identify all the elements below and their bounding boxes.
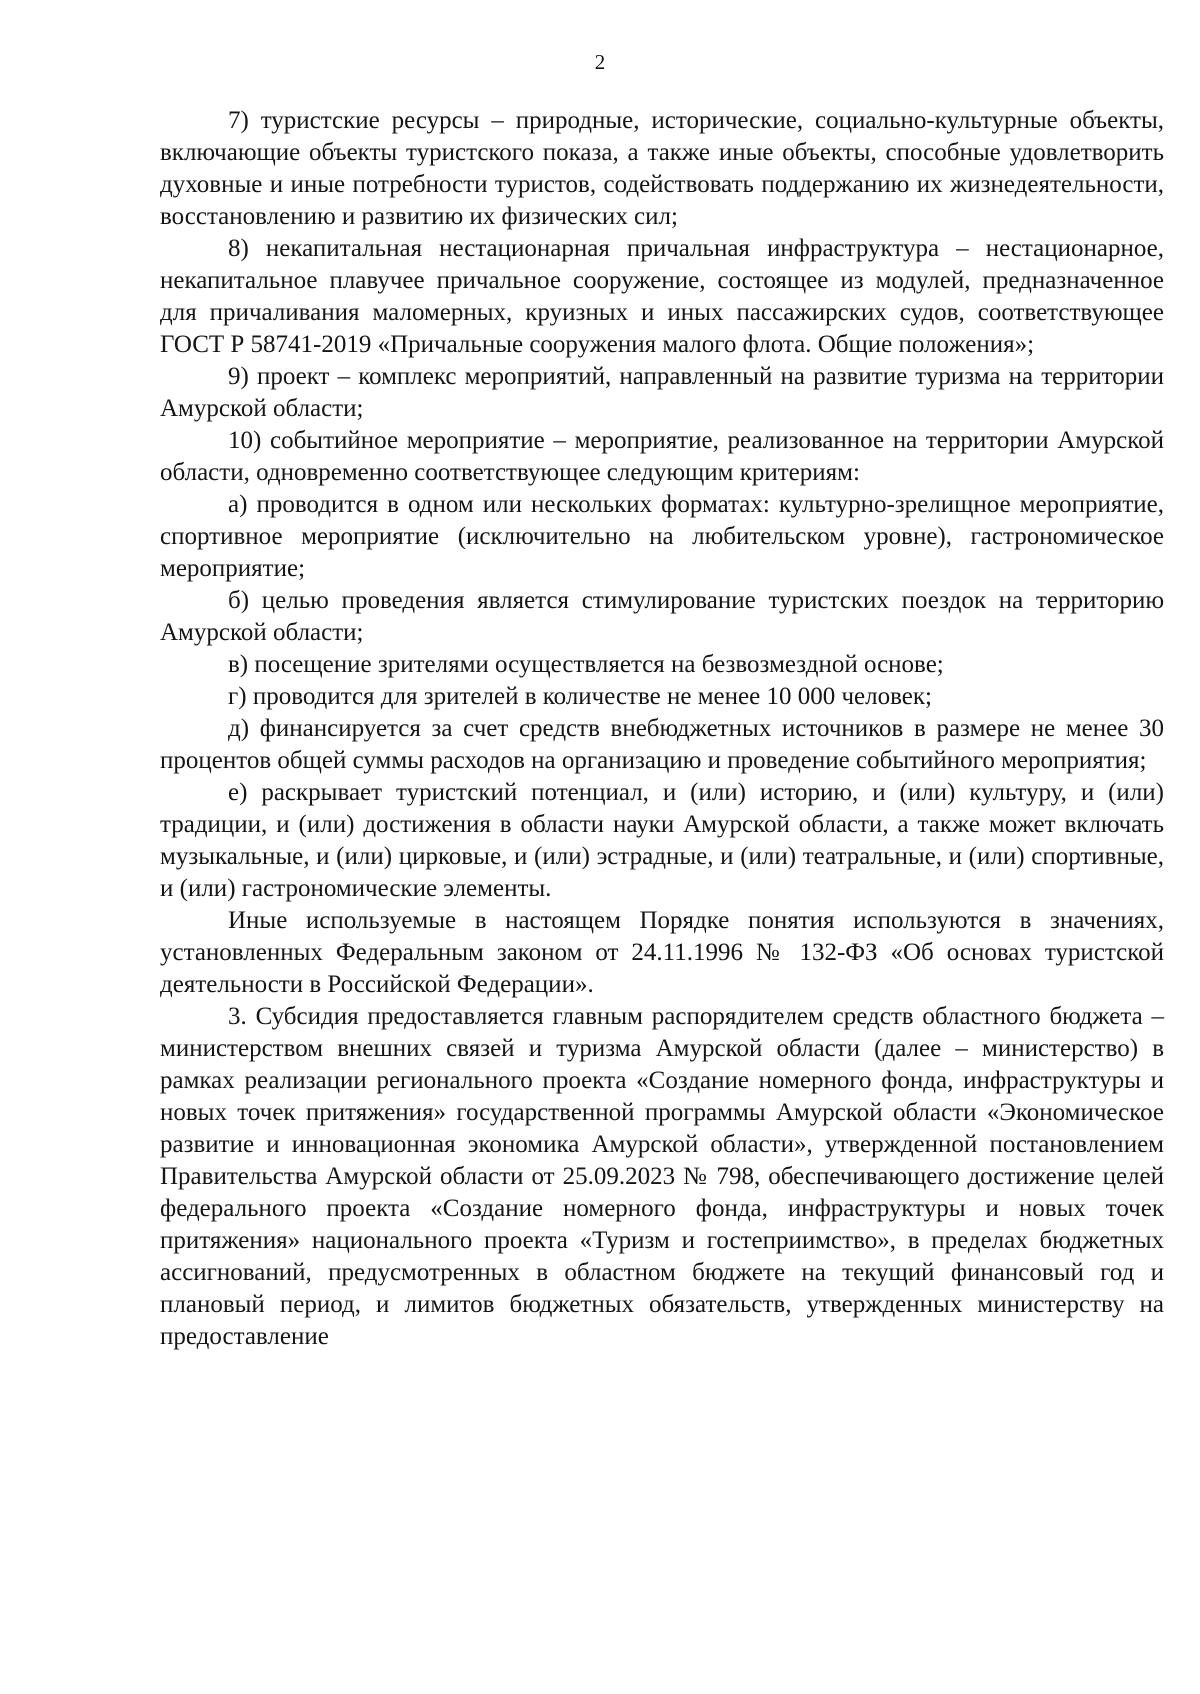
paragraph-criterion-b: б) целью проведения является стимулирование туристских поездок на территорию Амурской области; <box>160 587 1164 646</box>
paragraph-item-7-tourist-resources: 7) туристские ресурсы – природные, исторические, социально-культурные объекты, включающие объекты туристского показа, а также иные объекты, способные удовлетворить духовные и иные потребности туристов, содействовать поддержанию их жизнедеятельности, восстановлению и развитию их физических сил; <box>160 107 1164 230</box>
paragraph-item-9-project: 9) проект – комплекс мероприятий, направленный на развитие туризма на территории Амурской области; <box>160 363 1164 422</box>
document-body <box>160 105 1164 1353</box>
paragraph-criterion-v: в) посещение зрителями осуществляется на безвозмездной основе; <box>228 651 944 678</box>
paragraph-criterion-a: а) проводится в одном или нескольких форматах: культурно-зрелищное мероприятие, спортивное мероприятие (исключительно на любительском уровне), гастрономическое мероприятие; <box>160 491 1164 582</box>
paragraph-criterion-d: д) финансируется за счет средств внебюджетных источников в размере не менее 30 процентов общей суммы расходов на организацию и проведение событийного мероприятия; <box>160 715 1164 774</box>
paragraph-criterion-g: г) проводится для зрителей в количестве не менее 10 000 человек; <box>228 683 932 710</box>
paragraph-item-10-event: 10) событийное мероприятие – мероприятие, реализованное на территории Амурской области, одновременно соответствующее следующим критериям: <box>160 427 1164 486</box>
paragraph-section-3-subsidy: 3. Субсидия предоставляется главным распорядителем средств областного бюджета – министерством внешних связей и туризма Амурской области (далее – министерство) в рамках реализации регионального проекта «Создание номерного фонда, инфраструктуры и новых точек притяжения» государственной программы Амурской области «Экономическое развитие и инновационная экономика Амурской области», утвержденной постановлением Правительства Амурской области от 25.09.2023 № 798, обеспечивающего достижение целей федерального проекта «Создание номерного фонда, инфраструктуры и новых точек притяжения» национального проекта «Туризм и гостеприимство», в пределах бюджетных ассигнований, предусмотренных в областном бюджете на текущий финансовый год и плановый период, и лимитов бюджетных обязательств, утвержденных министерству на предоставление <box>160 1003 1164 1350</box>
paragraph-other-terms: Иные используемые в настоящем Порядке понятия используются в значениях, установленных Федеральным законом от 24.11.1996 № 132-ФЗ «Об основах туристской деятельности в Российской Федерации». <box>160 907 1164 998</box>
paragraph-criterion-e: е) раскрывает туристский потенциал, и (или) историю, и (или) культуру, и (или) традиции, и (или) достижения в области науки Амурской области, а также может включать музыкальные, и (или) цирковые, и (или) эстрадные, и (или) театральные, и (или) спортивные, и (или) гастрономические элементы. <box>160 779 1164 902</box>
page-number: 2 <box>594 50 606 74</box>
paragraph-item-8-mooring-infrastructure: 8) некапитальная нестационарная причальная инфраструктура – нестационарное, некапитальное плавучее причальное сооружение, состоящее из модулей, предназначенное для причаливания маломерных, круизных и иных пассажирских судов, соответствующее ГОСТ Р 58741-2019 «Причальные сооружения малого флота. Общие положения»; <box>160 235 1164 358</box>
